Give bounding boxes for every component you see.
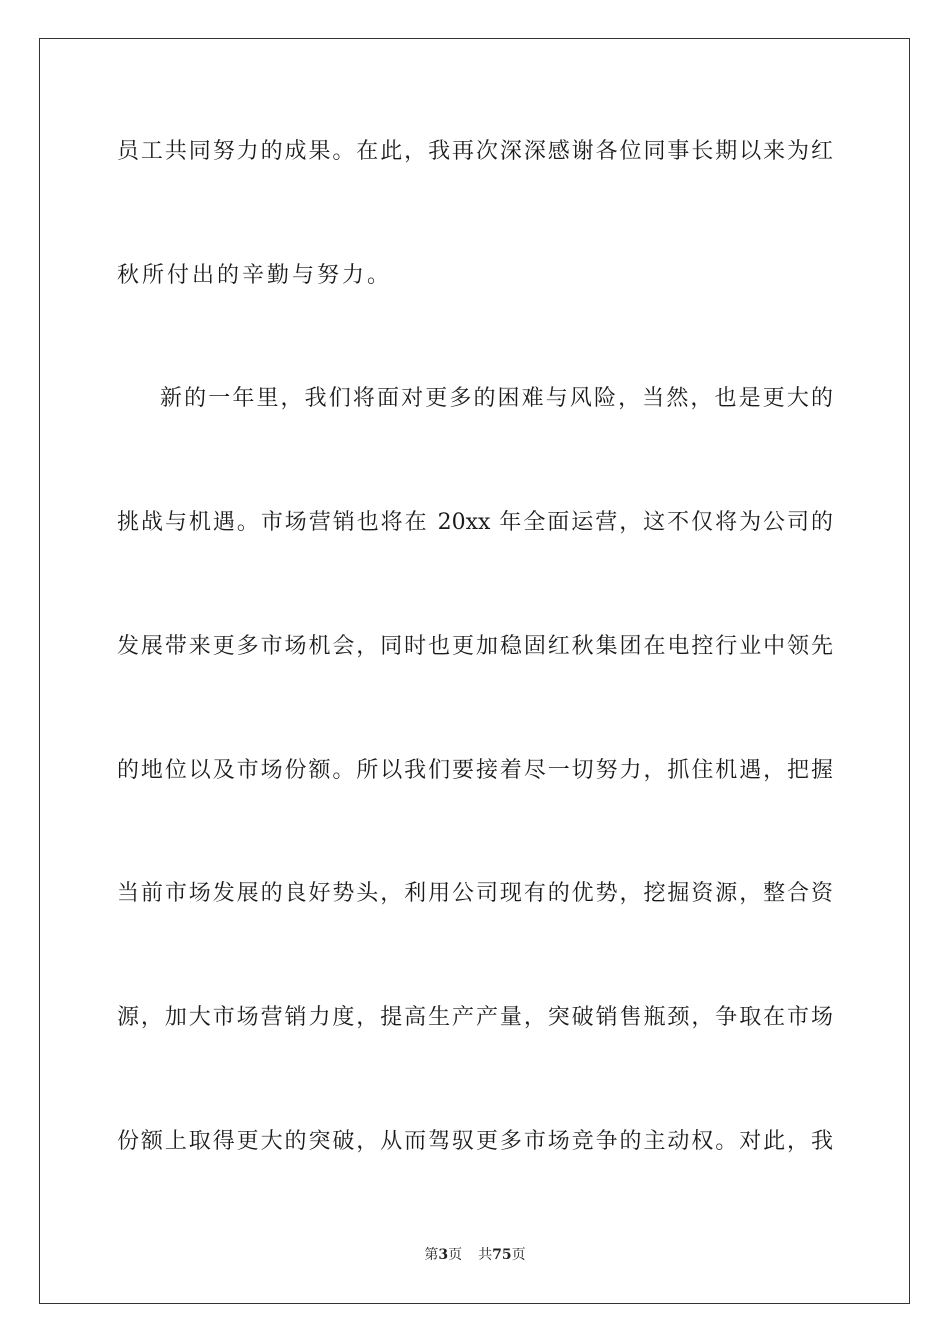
- total-suffix: 页: [511, 1247, 526, 1263]
- page-suffix: 页: [448, 1247, 463, 1263]
- page-footer: [0, 1245, 950, 1265]
- paragraph-line: 员工共同努力的成果。在此，我再次深深感谢各位同事长期以来为红: [117, 139, 833, 164]
- paragraph-line: 源，加大市场营销力度，提高生产产量，突破销售瓶颈，争取在市场: [117, 1005, 833, 1030]
- page-prefix: 第: [424, 1247, 439, 1263]
- paragraph-line: 挑战与机遇。市场营销也将在 20xx 年全面运营，这不仅将为公司的: [117, 510, 833, 535]
- total-prefix: 共: [478, 1247, 493, 1263]
- paragraph-line: 的地位以及市场份额。所以我们要接着尽一切努力，抓住机遇，把握: [117, 758, 833, 783]
- paragraph-line: 新的一年里，我们将面对更多的困难与风险，当然，也是更大的: [160, 386, 833, 411]
- page-number: 3: [438, 1247, 449, 1263]
- paragraph-line: 份额上取得更大的突破，从而驾驭更多市场竞争的主动权。对此，我: [117, 1129, 833, 1154]
- paragraph-line: 秋所付出的辛勤与努力。: [117, 263, 393, 288]
- total-pages: 75: [492, 1247, 512, 1263]
- paragraph-line: 当前市场发展的良好势头，利用公司现有的优势，挖掘资源，整合资: [117, 881, 833, 906]
- paragraph-line: 发展带来更多市场机会，同时也更加稳固红秋集团在电控行业中领先: [117, 634, 833, 659]
- page-border: [39, 38, 910, 1304]
